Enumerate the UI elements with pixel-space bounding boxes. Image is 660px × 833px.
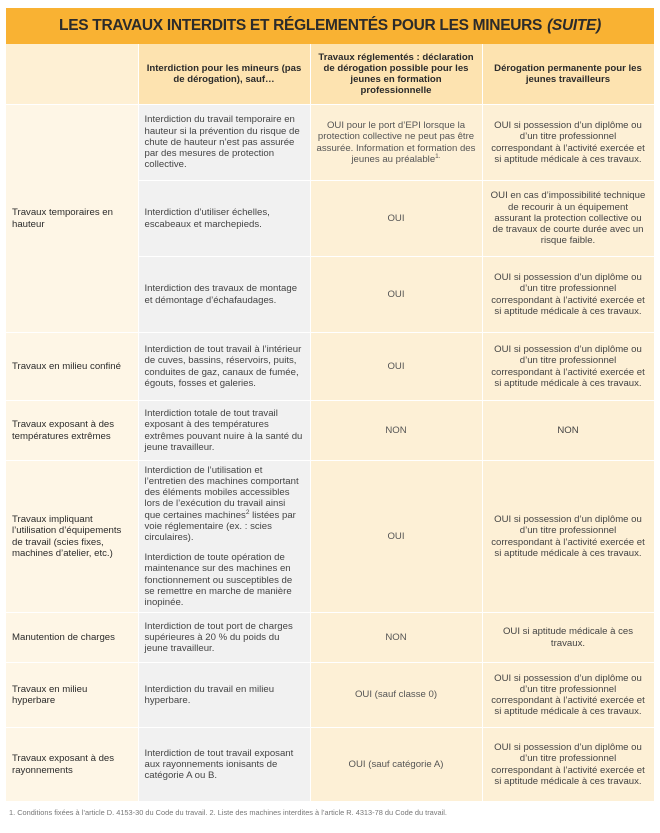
- derogation-cell: OUI si possession d’un diplôme ou d’un titre professionnel correspondant à l’activité exercée et si aptitude médicale à ces travaux.: [482, 257, 654, 333]
- header-interdiction: Interdiction pour les mineurs (pas de dérogation), sauf…: [138, 44, 310, 105]
- table-row: [6, 105, 654, 181]
- interdiction-cell: Interdiction du travail temporaire en hauteur si la prévention du risque de chute de hauteur n’est pas assurée par des mesures de protection collective.: [138, 105, 310, 181]
- reglementes-cell: OUI: [310, 333, 482, 401]
- regulation-table: [6, 44, 655, 802]
- interdiction-cell: Interdiction de tout port de charges supérieures à 20 % du poids du jeune travailleur.: [138, 613, 310, 663]
- category-cell: Manutention de charges: [6, 613, 138, 663]
- derogation-cell: OUI si possession d’un diplôme ou d’un titre professionnel correspondant à l’activité exercée et si aptitude médicale à ces travaux.: [482, 105, 654, 181]
- reglementes-text: OUI pour le port d’EPI lorsque la protection collective ne peut pas être assurée. Information et formation des jeunes au préalable: [316, 120, 476, 165]
- reglementes-cell: NON: [310, 401, 482, 461]
- interdiction-cell: Interdiction du travail en milieu hyperbare.: [138, 663, 310, 728]
- derogation-cell: NON: [482, 401, 654, 461]
- header-reglementes: Travaux réglementés : déclaration de dérogation possible pour les jeunes en formation professionnelle: [310, 44, 482, 105]
- interdiction-paragraph-2: Interdiction de toute opération de maintenance sur des machines en fonctionnement ou susceptibles de se remettre en marche de manière inopinée.: [144, 552, 293, 609]
- derogation-cell: OUI si possession d’un diplôme ou d’un titre professionnel correspondant à l’activité exercée et si aptitude médicale à ces travaux.: [482, 663, 654, 728]
- reglementes-cell: OUI (sauf classe 0): [310, 663, 482, 728]
- reglementes-cell: OUI (sauf catégorie A): [310, 728, 482, 802]
- interdiction-text-cont: listées par voie réglementaire (ex. : scies circulaires).: [144, 509, 296, 543]
- footnote-ref: 1.: [435, 152, 441, 160]
- interdiction-cell: [138, 461, 310, 613]
- header-empty: [6, 44, 138, 105]
- table-row: [6, 461, 654, 613]
- reglementes-cell: OUI: [310, 257, 482, 333]
- interdiction-cell: Interdiction de tout travail à l’intérieur de cuves, bassins, réservoirs, puits, conduites de gaz, canaux de fumée, égouts, fosses et galeries.: [138, 333, 310, 401]
- interdiction-paragraph: [145, 465, 304, 543]
- reglementes-cell: OUI: [310, 461, 482, 613]
- table-row: [6, 728, 654, 802]
- table-header-row: [6, 44, 654, 105]
- category-cell: Travaux impliquant l’utilisation d’équipements de travail (scies fixes, machines d’atelier, etc.): [6, 461, 138, 613]
- interdiction-cell: Interdiction totale de tout travail exposant à des températures extrêmes pouvant nuire à la santé du jeune travailleur.: [138, 401, 310, 461]
- derogation-cell: OUI si possession d’un diplôme ou d’un titre professionnel correspondant à l’activité exercée et si aptitude médicale à ces travaux.: [482, 461, 654, 613]
- title-bar: [6, 8, 654, 44]
- interdiction-cell: Interdiction d’utiliser échelles, escabeaux et marchepieds.: [138, 181, 310, 257]
- reglementes-cell: [310, 105, 482, 181]
- table-row: [6, 401, 654, 461]
- derogation-cell: OUI si possession d’un diplôme ou d’un titre professionnel correspondant à l’activité exercée et si aptitude médicale à ces travaux.: [482, 728, 654, 802]
- category-cell: Travaux exposant à des rayonnements: [6, 728, 138, 802]
- page-title-suffix: (SUITE): [547, 17, 601, 34]
- reglementes-cell: OUI: [310, 181, 482, 257]
- category-cell: Travaux en milieu hyperbare: [6, 663, 138, 728]
- table-row: [6, 333, 654, 401]
- table-row: [6, 663, 654, 728]
- interdiction-cell: Interdiction de tout travail exposant aux rayonnements ionisants de catégorie A ou B.: [138, 728, 310, 802]
- table-row: [6, 613, 654, 663]
- category-cell: Travaux exposant à des températures extrêmes: [6, 401, 138, 461]
- reglementes-cell: NON: [310, 613, 482, 663]
- header-derogation: Dérogation permanente pour les jeunes travailleurs: [482, 44, 654, 105]
- footnote-ref: 2: [245, 508, 250, 516]
- category-cell: Travaux en milieu confiné: [6, 333, 138, 401]
- derogation-cell: OUI si possession d’un diplôme ou d’un titre professionnel correspondant à l’activité exercée et si aptitude médicale à ces travaux.: [482, 333, 654, 401]
- derogation-cell: OUI en cas d’impossibilité technique de recourir à un équipement assurant la protection collective ou de travaux de courte durée avec un risque faible.: [482, 181, 654, 257]
- category-cell: Travaux temporaires en hauteur: [6, 105, 138, 333]
- interdiction-text: Interdiction de l’utilisation et l’entretien des machines comportant des éléments mobiles accessibles lors de l’exécution du travail ainsi que certaines machines: [144, 464, 299, 521]
- interdiction-cell: Interdiction des travaux de montage et démontage d’échafaudages.: [138, 257, 310, 333]
- page-title: LES TRAVAUX INTERDITS ET RÉGLEMENTÉS POUR LES MINEURS: [59, 17, 543, 34]
- footnote: 1. Conditions fixées à l’article D. 4153-30 du Code du travail. 2. Liste des machines interdites à l’article R. 4313-78 du Code du travail.: [9, 808, 447, 817]
- derogation-cell: OUI si aptitude médicale à ces travaux.: [482, 613, 654, 663]
